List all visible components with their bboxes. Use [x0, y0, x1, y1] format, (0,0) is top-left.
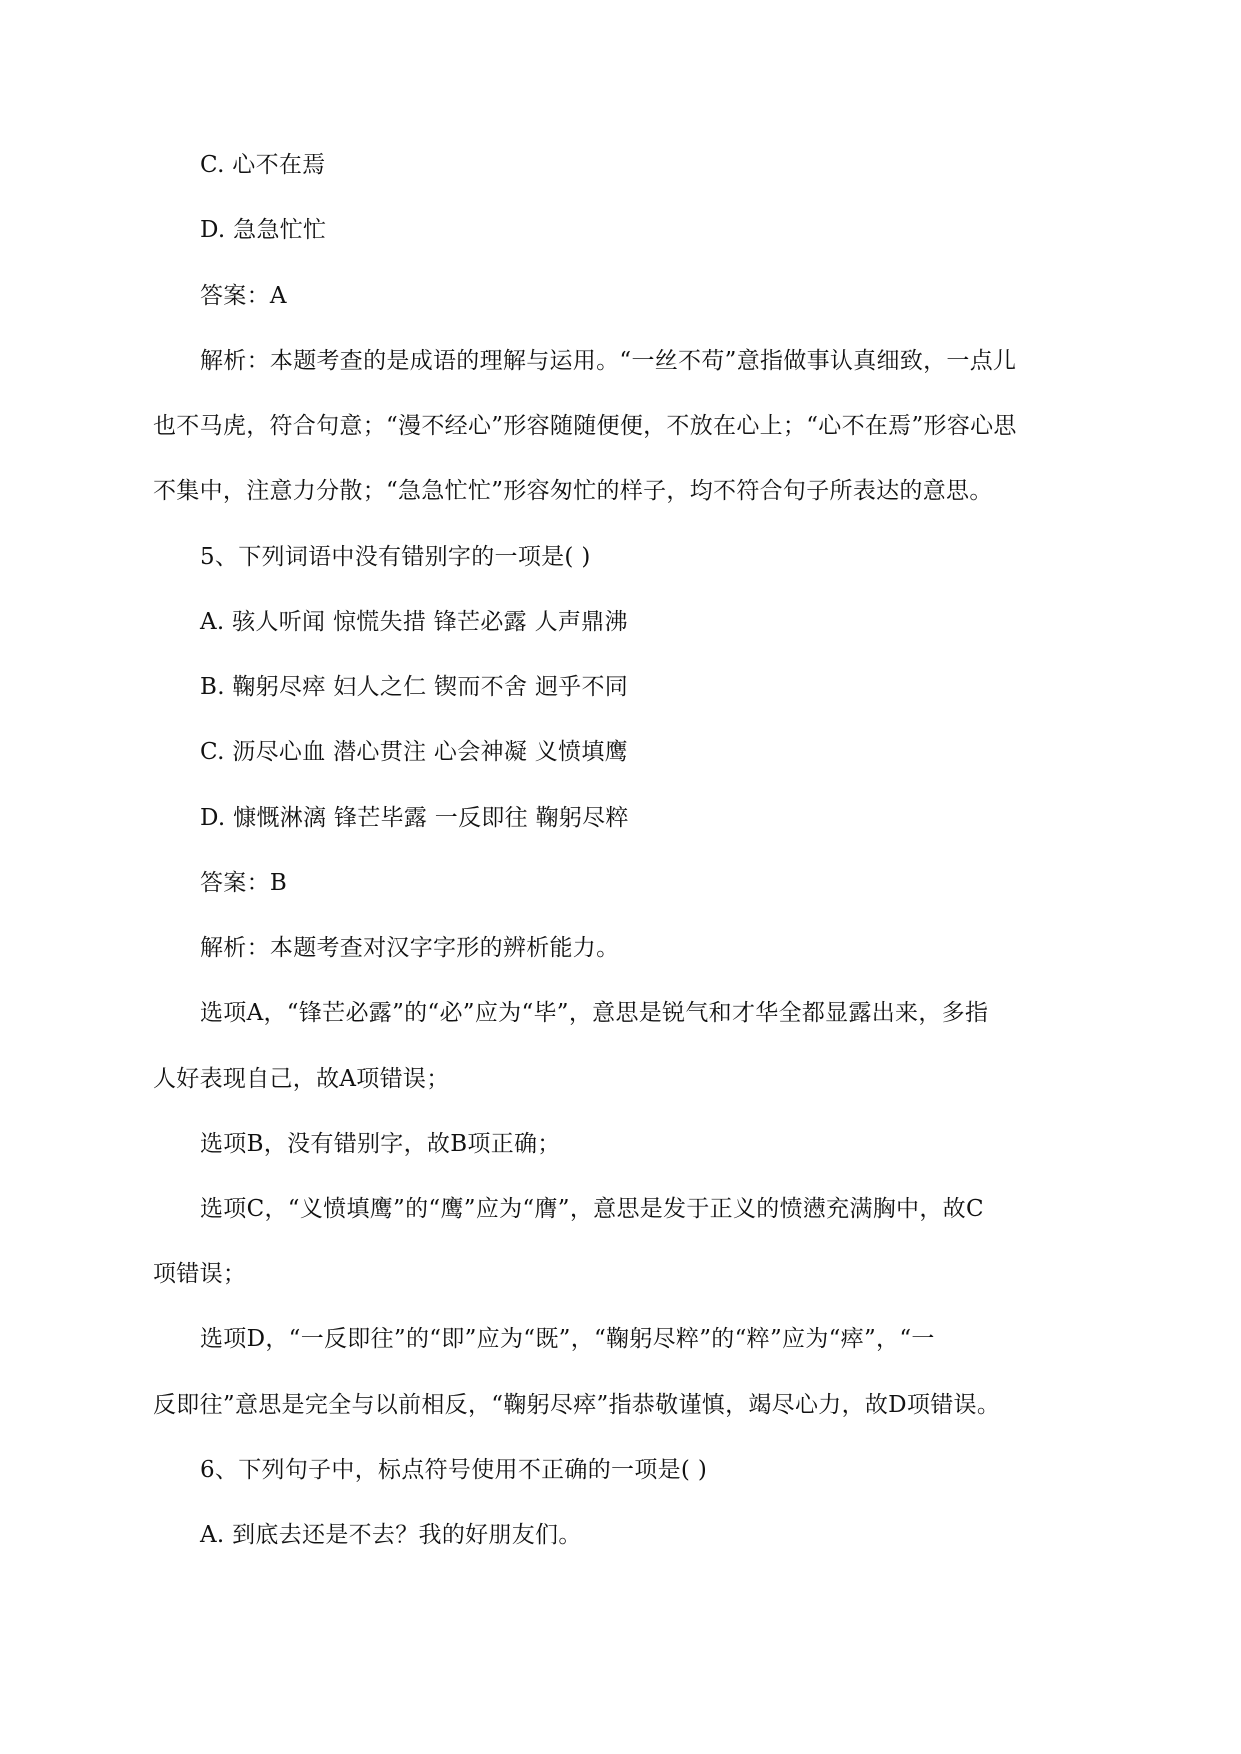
question-5-title: 5、下列词语中没有错别字的一项是( ): [200, 544, 591, 570]
analysis-option-a-line: 选项A，“锋芒必露”的“必”应为“毕”，意思是锐气和才华全都显露出来，多指: [200, 1000, 989, 1026]
question-5-option-a: A. 骇人听闻 惊慌失措 锋芒必露 人声鼎沸: [200, 609, 628, 635]
analysis-paragraph-line: 不集中，注意力分散；“急急忙忙”形容匆忙的样子，均不符合句子所表达的意思。: [153, 478, 993, 504]
analysis-paragraph-line: 解析：本题考查的是成语的理解与运用。“一丝不苟”意指做事认真细致，一点儿: [200, 348, 1017, 374]
question-6-title: 6、下列句子中，标点符号使用不正确的一项是( ): [200, 1457, 708, 1483]
analysis-option-b-line: 选项B，没有错别字，故B项正确；: [200, 1131, 561, 1157]
question-6-option-a: A. 到底去还是不去？我的好朋友们。: [200, 1522, 582, 1548]
analysis-option-c-line: 项错误；: [153, 1261, 247, 1287]
answer-line: 答案：A: [200, 283, 287, 309]
question-5-answer: 答案：B: [200, 870, 288, 896]
analysis-option-a-line: 人好表现自己，故A项错误；: [153, 1066, 450, 1092]
analysis-option-c-line: 选项C，“义愤填鹰”的“鹰”应为“膺”，意思是发于正义的愤懑充满胸中，故C: [200, 1196, 984, 1222]
analysis-paragraph-line: 也不马虎，符合句意；“漫不经心”形容随随便便，不放在心上；“心不在焉”形容心思: [153, 413, 1017, 439]
question-5-option-b: B. 鞠躬尽瘁 妇人之仁 锲而不舍 迥乎不同: [200, 674, 629, 700]
analysis-option-d-line: 反即往”意思是完全与以前相反，“鞠躬尽瘁”指恭敬谨慎，竭尽心力，故D项错误。: [153, 1392, 1001, 1418]
question-5-analysis-intro: 解析：本题考查对汉字字形的辨析能力。: [200, 935, 620, 961]
analysis-option-d-line: 选项D，“一反即往”的“即”应为“既”，“鞠躬尽粹”的“粹”应为“瘁”，“一: [200, 1326, 935, 1352]
question-5-option-c: C. 沥尽心血 潜心贯注 心会神凝 义愤填鹰: [200, 739, 628, 765]
option-c-line: C. 心不在焉: [200, 152, 326, 178]
option-d-line: D. 急急忙忙: [200, 217, 327, 243]
question-5-option-d: D. 慷慨淋漓 锋芒毕露 一反即往 鞠躬尽粹: [200, 805, 629, 831]
